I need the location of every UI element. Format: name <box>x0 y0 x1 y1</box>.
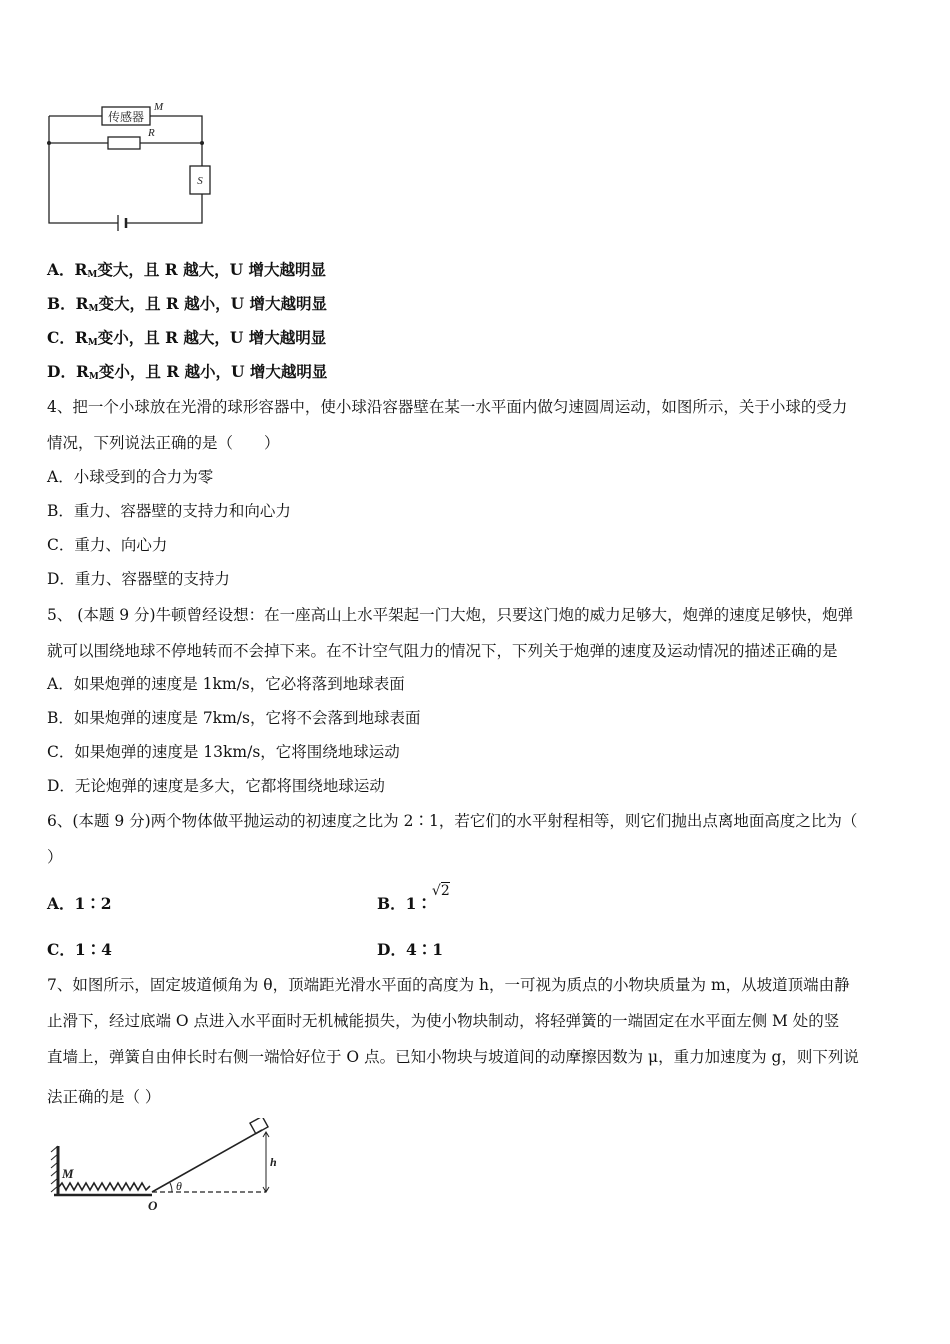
h-label: h <box>270 1155 277 1169</box>
q5-option-a: A．如果炮弹的速度是 1km/s，它必将落到地球表面 <box>47 675 405 693</box>
q7-stem-line4: 法正确的是（ ） <box>47 1088 161 1106</box>
m-label: M <box>154 101 164 113</box>
q4-option-a: A．小球受到的合力为零 <box>47 468 214 486</box>
q6-option-c: C．1∶4 <box>47 940 112 959</box>
q4-option-d: D．重力、容器壁的支持力 <box>47 570 230 588</box>
q3-option-a: A．$R_M$变大，且 R 越大，U 增大越明显 <box>47 260 326 280</box>
sensor-label: 传感器 <box>107 110 145 124</box>
q7-stem-line2: 止滑下，经过底端 O 点进入水平面时无机械能损失，为使小物块制动，将轻弹簧的一端固定在水平面左侧 M 处的竖 <box>47 1012 840 1030</box>
circuit-diagram <box>40 98 220 238</box>
s-label: S <box>197 175 203 187</box>
q6-option-d: D．4∶1 <box>377 940 444 959</box>
q6-stem-line1: 6、(本题 9 分)两个物体做平抛运动的初速度之比为 2∶1，若它们的水平射程相等，则它们抛出点离地面高度之比为（ <box>47 812 858 830</box>
q5-option-b: B．如果炮弹的速度是 7km/s，它将不会落到地球表面 <box>47 709 421 727</box>
theta-label: θ <box>176 1179 182 1193</box>
q4-stem-line1: 4、把一个小球放在光滑的球形容器中，使小球沿容器壁在某一水平面内做匀速圆周运动，如图所示，关于小球的受力 <box>47 398 848 416</box>
q6-option-a: A．1∶2 <box>47 894 112 913</box>
q3-option-b: B．$R_M$变大，且 R 越小，U 增大越明显 <box>47 294 328 314</box>
q4-stem-line2: 情况，下列说法正确的是（ ） <box>47 434 280 452</box>
sqrt-icon: √2 <box>431 883 450 899</box>
q6-option-b: B．1∶√2 <box>377 883 450 913</box>
q5-option-c: C．如果炮弹的速度是 13km/s，它将围绕地球运动 <box>47 743 400 761</box>
o-label: O <box>148 1198 158 1213</box>
q7-stem-line1: 7、如图所示，固定坡道倾角为 θ，顶端距光滑水平面的高度为 h，一可视为质点的小物块质量为 m，从坡道顶端由静 <box>47 976 850 994</box>
q7-stem-line3: 直墙上，弹簧自由伸长时右侧一端恰好位于 O 点。已知小物块与坡道间的动摩擦因数为 μ，重力加速度为 g，则下列说 <box>47 1048 859 1066</box>
q3-option-c: C．$R_M$变小，且 R 越大，U 增大越明显 <box>47 328 327 348</box>
q5-stem-line1: 5、 (本题 9 分)牛顿曾经设想：在一座高山上水平架起一门大炮，只要这门炮的威力足够大，炮弹的速度足够快，炮弹 <box>47 606 854 624</box>
r-label: R <box>148 127 155 139</box>
q3-option-d: D．$R_M$变小，且 R 越小，U 增大越明显 <box>47 362 328 382</box>
slope-spring-diagram <box>44 1118 284 1218</box>
q5-option-d: D．无论炮弹的速度是多大，它都将围绕地球运动 <box>47 777 385 795</box>
q4-option-c: C．重力、向心力 <box>47 536 168 554</box>
q5-stem-line2: 就可以围绕地球不停地转而不会掉下来。在不计空气阻力的情况下，下列关于炮弹的速度及运动情况的描述正确的是 <box>47 642 838 660</box>
m-label: M <box>62 1166 74 1181</box>
q4-option-b: B．重力、容器壁的支持力和向心力 <box>47 502 291 520</box>
q6-stem-line2: ） <box>47 848 63 866</box>
